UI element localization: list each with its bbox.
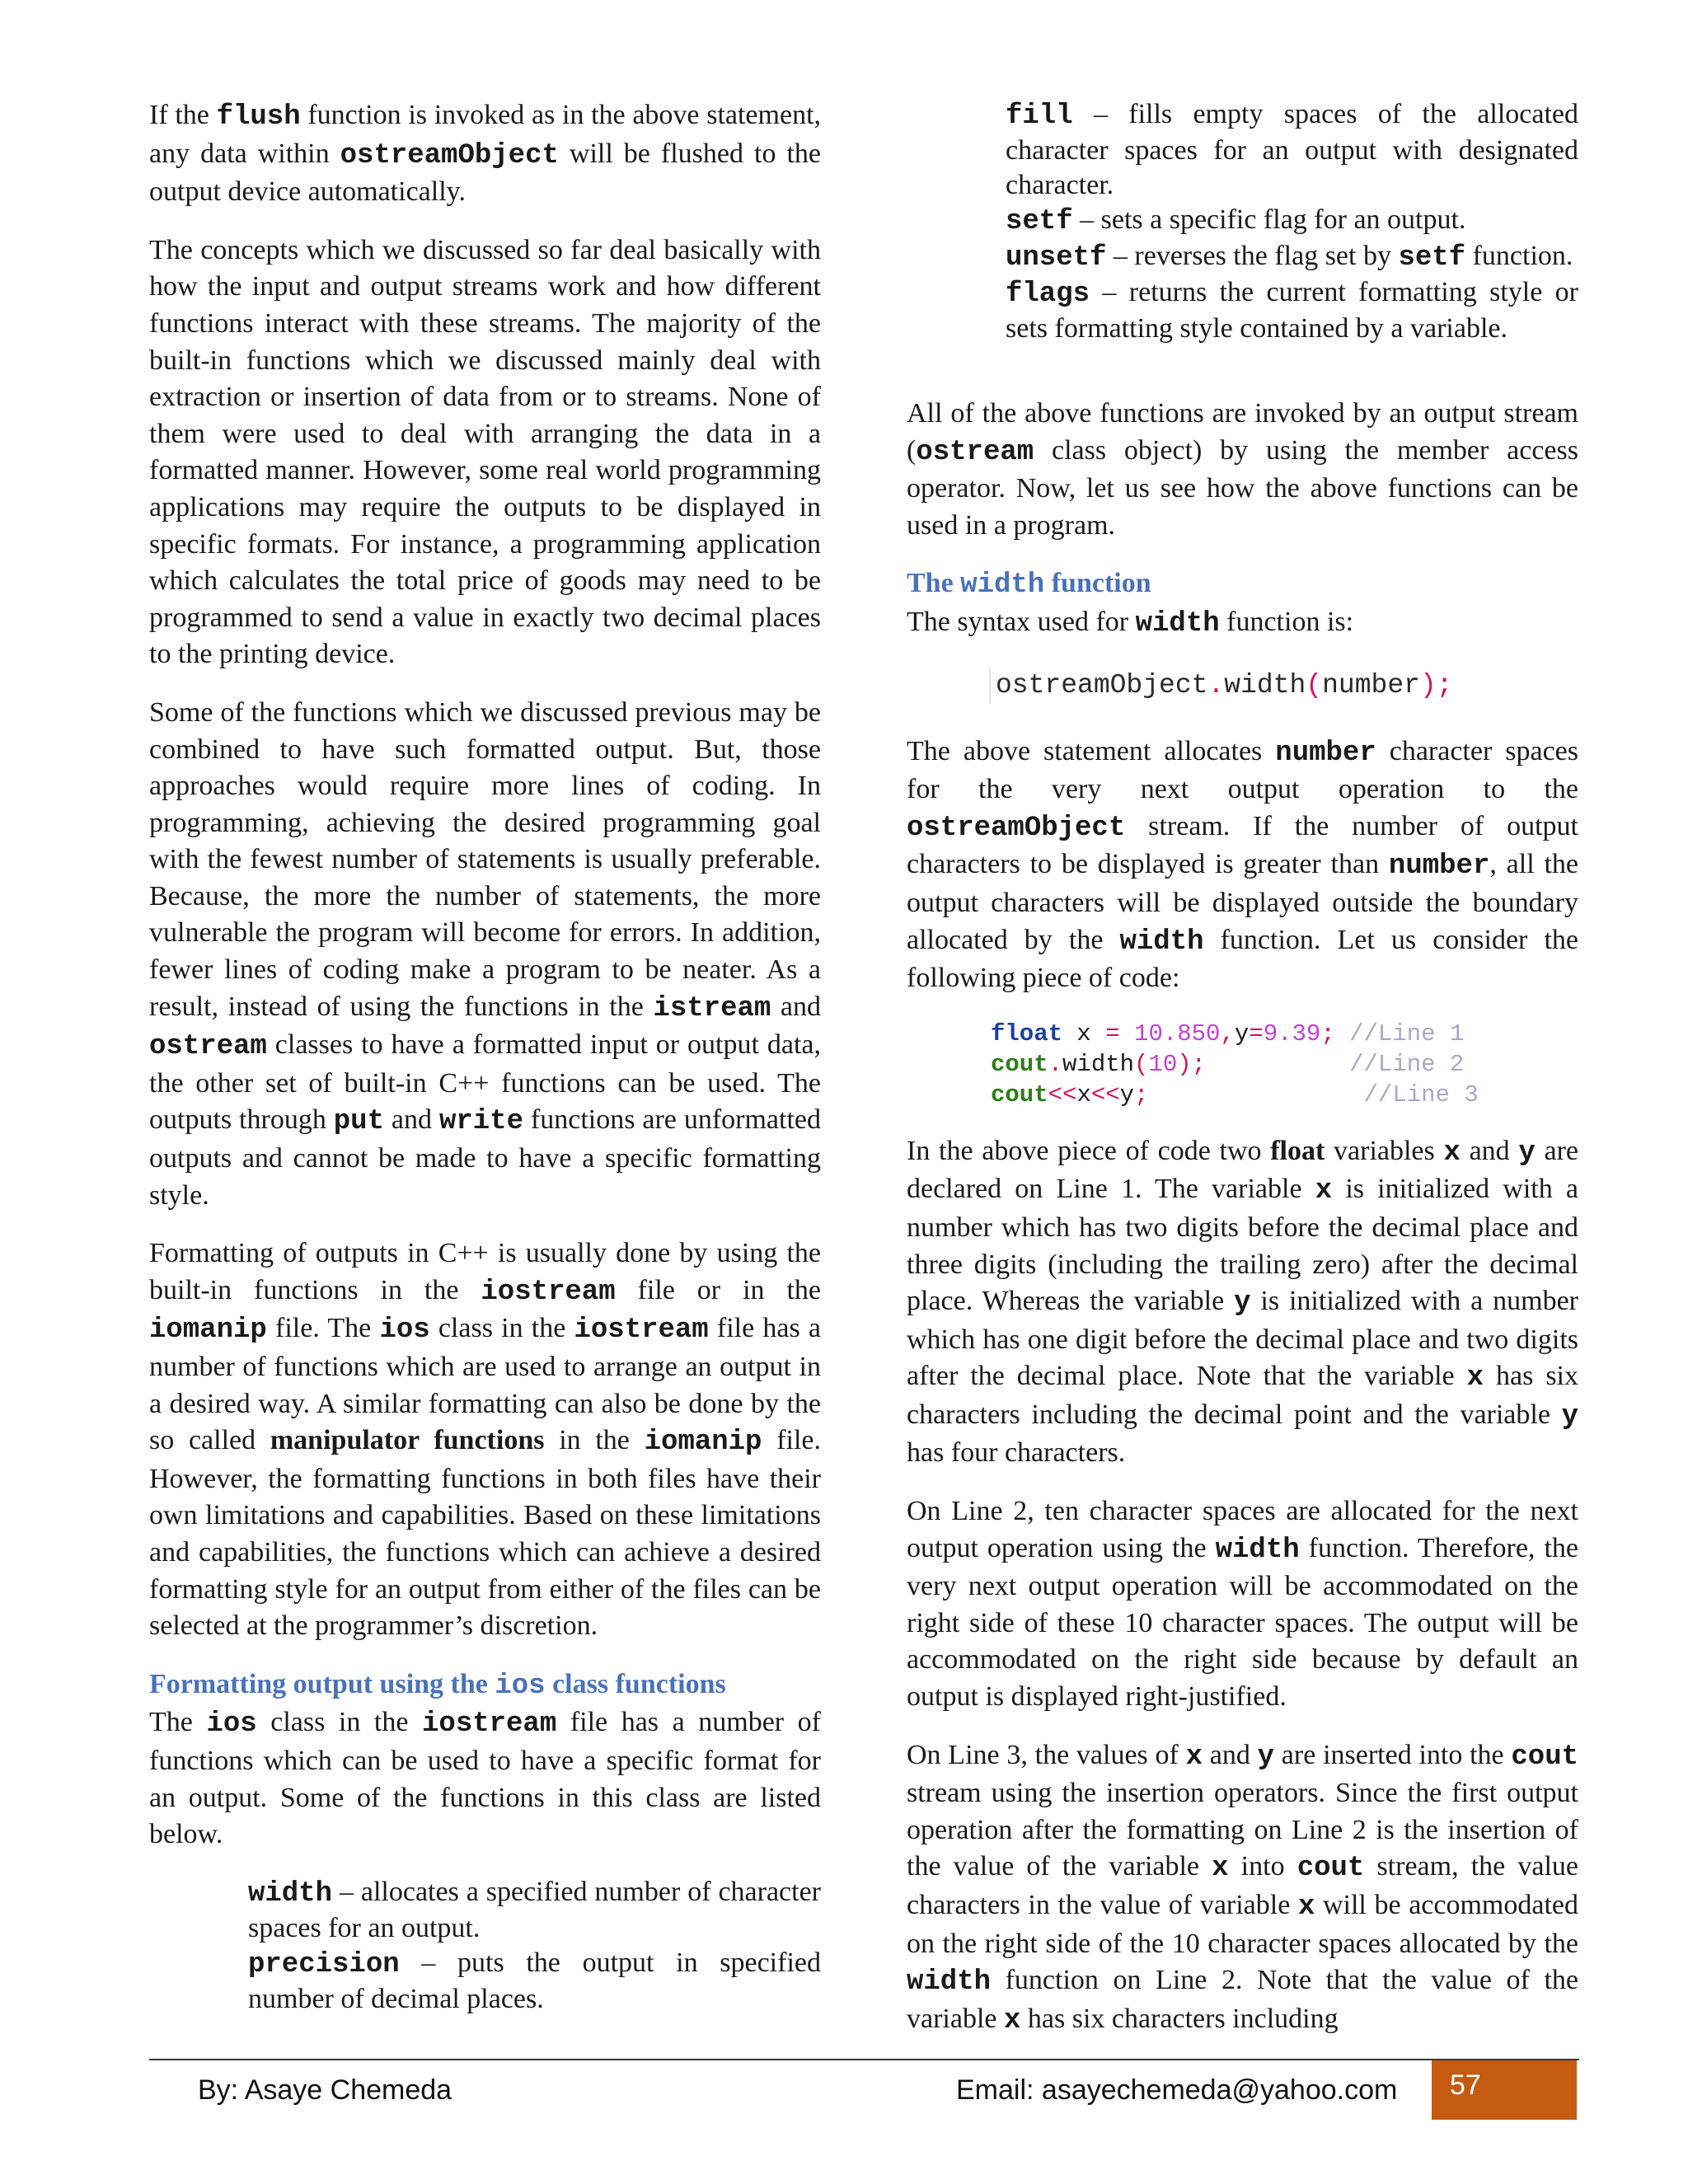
paragraph-ios-class: The ios class in the iostream file has a number of functions which can be used to have a specific format for an output. Some of the functions in this class are listed below. <box>149 1707 822 1850</box>
code-term: width <box>1135 607 1220 640</box>
section-heading-width: The width function <box>907 568 1151 602</box>
code-term: ios <box>206 1708 257 1741</box>
paragraph-syntax: The syntax used for width function is: <box>907 606 1354 640</box>
code-term: iostream <box>481 1276 616 1308</box>
code-snippet <box>991 1019 1578 1110</box>
code-term: number <box>1388 851 1490 883</box>
code-term: ostream <box>916 436 1034 468</box>
footer-divider <box>149 2059 1579 2060</box>
footer-author: By: Asaye Chemeda <box>198 2074 452 2106</box>
paragraph-line3: On Line 3, the values of x and y are inserted into the cout stream using the insertion operators. Since the first output operation after the formatting on Line 2 is the insertion of the value of the variable x into cout stream, the value characters in the value of variable x will be accommodated on the right side of the 10 character spaces allocated by the width function on Line 2. Note that the value of the variable x has six characters including <box>907 1739 1579 2036</box>
paragraph-combined: Some of the functions which we discussed previous may be combined to have such formatted output. But, those approaches would require more lines of coding. In programming, achieving the desired programming goal with the fewest number of statements is usually preferable. Because, the more the number of statements, the more vulnerable the program will become for errors. In addition, fewer lines of coding make a program to be neater. As a result, instead of using the functions in the istream and ostream classes to have a formatted input or output data, the other set of built-in C++ functions can be used. The outputs through put and write functions are unformatted outputs and cannot be made to have a specific formatting style. <box>149 696 822 1211</box>
code-term: width <box>1119 926 1204 958</box>
code-term: ios <box>379 1315 430 1347</box>
function-list-left <box>248 1875 821 2017</box>
list-item: precision – puts the output in specified number of decimal places. <box>248 1947 821 2014</box>
code-term: write <box>438 1106 523 1138</box>
paragraph-invoked: All of the above functions are invoked by an output stream (ostream class object) by using the member access operator. Now, let us see how the above functions can be used in a program. <box>907 398 1578 541</box>
code-term: iostream <box>422 1708 557 1741</box>
syntax-code: ostreamObject.width(number); <box>989 668 1578 704</box>
list-item: unsetf – reverses the flag set by setf function. <box>1006 241 1573 274</box>
code-term: iostream <box>574 1315 709 1347</box>
code-term: ostream <box>149 1031 267 1063</box>
code-term: number <box>1275 737 1376 769</box>
function-list-right <box>1006 97 1578 346</box>
paragraph-allocates: The above statement allocates number character spaces for the very next output operation to the ostreamObject stream. If the number of output characters to be displayed is greater than number, all the output characters will be displayed outside the boundary allocated by the width function. Let us consider the following piece of code: <box>907 735 1579 994</box>
code-term: istream <box>653 992 771 1024</box>
code-term: flush <box>216 101 301 133</box>
page-number-badge: 57 <box>1432 2060 1577 2120</box>
list-item: fill – fills empty spaces of the allocated character spaces for an output with designated character. <box>1006 99 1578 200</box>
list-item: setf – sets a specific flag for an output. <box>1006 204 1466 237</box>
bold-term: float <box>1270 1135 1325 1166</box>
code-term: put <box>333 1106 384 1138</box>
code-line-3: cout<<x<<y; //Line 3 <box>991 1080 1479 1108</box>
paragraph-flush: If the flush function is invoked as in the above statement, any data within ostreamObject will be flushed to the output device automatically. <box>149 100 822 208</box>
bold-term: manipulator functions <box>270 1425 545 1456</box>
footer-email: Email: asayechemeda@yahoo.com <box>956 2074 1398 2106</box>
paragraph-formatting: Formatting of outputs in C++ is usually done by using the built-in functions in the iostream file or in the iomanip file. The ios class in the iostream file has a number of functions which are used to arrange an output in a desired way. A similar formatting can also be done by the so called manipulator functions in the iomanip file. However, the formatting functions in both files have their own limitations and capabilities. Based on these limitations and capabilities, the functions which can achieve a desired formatting style for an output from either of the files can be selected at the programmer’s discretion. <box>149 1238 821 1642</box>
section-heading-ios: Formatting output using the ios class functions <box>149 1668 726 1702</box>
code-term: ostreamObject <box>907 812 1126 844</box>
paragraph-float-vars: In the above piece of code two float variables x and y are declared on Line 1. The variable x is initialized with a number which has two digits before the decimal place and three digits (including the trailing zero) after the decimal place. Whereas the variable y is initialized with a number which has one digit before the decimal place and two digits after the decimal place. Note that the variable x has six characters including the decimal point and the variable y has four characters. <box>907 1135 1579 1469</box>
code-term: iomanip <box>149 1315 267 1347</box>
code-line-1: float x = 10.850,y=9.39; //Line 1 <box>991 1019 1465 1047</box>
paragraph-concepts: The concepts which we discussed so far deal basically with how the input and output streams work and how different functions interact with these streams. The majority of the built-in functions which we discussed mainly deal with extraction or insertion of data from or to streams. None of them were used to deal with arranging the data in a formatted manner. However, some real world programming applications may require the outputs to be displayed in specific formats. For instance, a programming application which calculates the total price of goods may need to be programmed to send a value in exactly two decimal places to the printing device. <box>149 234 821 670</box>
paragraph-line2: On Line 2, ten character spaces are allocated for the next output operation using the width function. Therefore, the very next output operation will be accommodated on the right side of these 10 character spaces. The output will be accommodated on the right side because by default an output is displayed right-justified. <box>907 1496 1578 1713</box>
right-column <box>907 97 1578 2060</box>
list-item: flags – returns the current formatting style or sets formatting style contained by a variable. <box>1006 277 1578 344</box>
left-column <box>149 97 821 2038</box>
code-term: ostreamObject <box>340 139 559 171</box>
code-term: iomanip <box>644 1427 762 1459</box>
list-item: width – allocates a specified number of character spaces for an output. <box>248 1876 821 1943</box>
code-line-2: cout.width(10); //Line 2 <box>991 1050 1465 1078</box>
